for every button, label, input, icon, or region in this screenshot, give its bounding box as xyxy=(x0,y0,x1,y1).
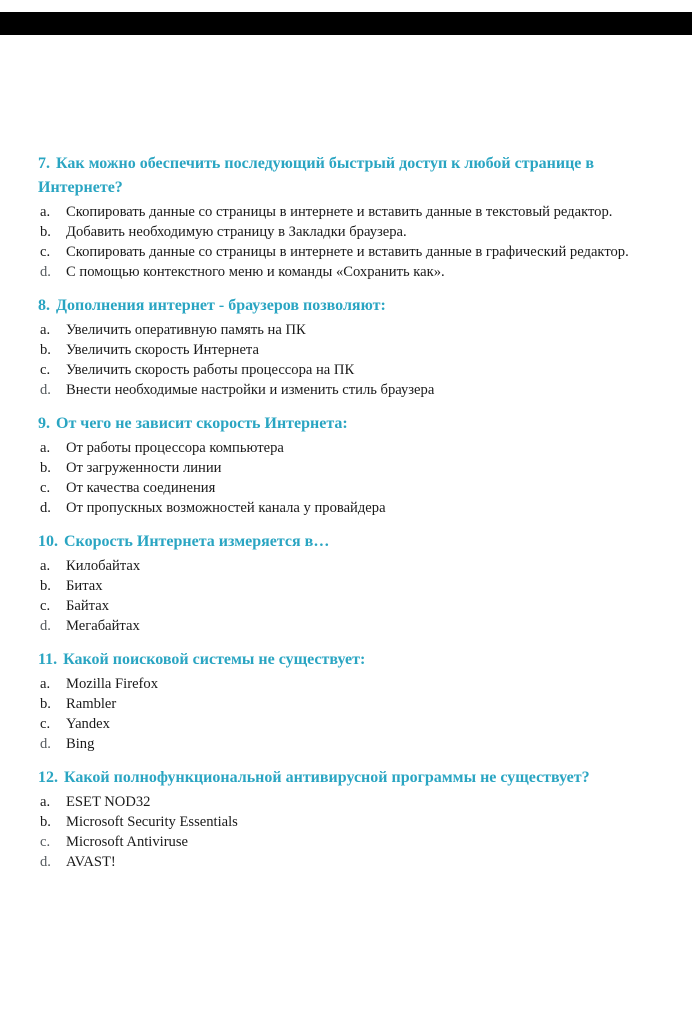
answer-option-d xyxy=(38,498,670,518)
question-8 xyxy=(38,294,670,400)
answer-letter: c. xyxy=(40,716,51,732)
question-text: Дополнения интернет - браузеров позволяют: xyxy=(56,297,386,314)
answer-option-d xyxy=(38,616,670,636)
question-number: 10. xyxy=(38,533,58,550)
question-title xyxy=(38,412,670,436)
answer-letter: a. xyxy=(40,322,51,338)
answer-text: Внести необходимые настройки и изменить стиль браузера xyxy=(66,382,435,398)
answer-letter: a. xyxy=(40,676,51,692)
question-12 xyxy=(38,766,670,872)
answer-text: Rambler xyxy=(66,696,117,712)
question-title xyxy=(38,152,670,200)
answer-text: От качества соединения xyxy=(66,480,216,496)
answer-option-b xyxy=(38,222,670,242)
answer-option-b xyxy=(38,458,670,478)
answer-option-a xyxy=(38,556,670,576)
answer-text: От пропускных возможностей канала у провайдера xyxy=(66,500,386,516)
answer-text: Увеличить скорость Интернета xyxy=(66,342,259,358)
answer-text: Yandex xyxy=(66,716,110,732)
answer-letter: b. xyxy=(40,696,51,712)
question-number: 7. xyxy=(38,155,50,172)
answer-letter: c. xyxy=(40,598,51,614)
answer-text: От работы процессора компьютера xyxy=(66,440,284,456)
question-text: Какой поисковой системы не существует: xyxy=(63,651,366,668)
question-text: Скорость Интернета измеряется в… xyxy=(64,533,330,550)
question-9 xyxy=(38,412,670,518)
answer-text: Байтах xyxy=(66,598,109,614)
answer-letter: a. xyxy=(40,440,51,456)
answer-text: Увеличить оперативную память на ПК xyxy=(66,322,306,338)
answer-text: Bing xyxy=(66,736,95,752)
answer-option-d xyxy=(38,734,670,754)
answer-text: Добавить необходимую страницу в Закладки браузера. xyxy=(66,224,407,240)
answer-text: AVAST! xyxy=(66,854,116,870)
answer-list xyxy=(38,438,670,518)
question-number: 12. xyxy=(38,769,58,786)
answer-option-a xyxy=(38,438,670,458)
answer-text: Microsoft Antiviruse xyxy=(66,834,189,850)
answer-option-d xyxy=(38,262,670,282)
question-title xyxy=(38,648,670,672)
answer-option-a xyxy=(38,792,670,812)
answer-option-b xyxy=(38,812,670,832)
answer-letter: d. xyxy=(40,618,51,634)
answer-option-c xyxy=(38,832,670,852)
answer-text: Килобайтах xyxy=(66,558,141,574)
question-10 xyxy=(38,530,670,636)
answer-letter: b. xyxy=(40,224,51,240)
answer-text: От загруженности линии xyxy=(66,460,222,476)
answer-letter: d. xyxy=(40,382,51,398)
question-text: От чего не зависит скорость Интернета: xyxy=(56,415,348,432)
question-title xyxy=(38,766,670,790)
answer-option-b xyxy=(38,340,670,360)
question-number: 11. xyxy=(38,651,58,668)
answer-letter: a. xyxy=(40,794,51,810)
answer-letter: d. xyxy=(40,500,51,516)
answer-letter: c. xyxy=(40,480,51,496)
question-number: 8. xyxy=(38,297,50,314)
answer-text: Мегабайтах xyxy=(66,618,140,634)
question-number: 9. xyxy=(38,415,50,432)
answer-letter: a. xyxy=(40,558,51,574)
answer-letter: d. xyxy=(40,264,51,280)
question-7 xyxy=(38,152,670,282)
answer-list xyxy=(38,202,670,282)
answer-text: Microsoft Security Essentials xyxy=(66,814,238,830)
answer-letter: c. xyxy=(40,834,51,850)
answer-text: С помощью контекстного меню и команды «Сохранить как». xyxy=(66,264,445,280)
answer-option-d xyxy=(38,852,670,872)
answer-option-a xyxy=(38,674,670,694)
answer-option-d xyxy=(38,380,670,400)
answer-option-b xyxy=(38,694,670,714)
answer-letter: d. xyxy=(40,854,51,870)
answer-text: Скопировать данные со страницы в интернете и вставить данные в текстовый редактор. xyxy=(66,204,613,220)
answer-letter: b. xyxy=(40,460,51,476)
answer-option-a xyxy=(38,320,670,340)
answer-option-c xyxy=(38,242,670,262)
answer-text: Увеличить скорость работы процессора на ПК xyxy=(66,362,355,378)
answer-list xyxy=(38,320,670,400)
answer-letter: b. xyxy=(40,342,51,358)
answer-option-b xyxy=(38,576,670,596)
answer-letter: a. xyxy=(40,204,51,220)
question-11 xyxy=(38,648,670,754)
answer-text: ESET NOD32 xyxy=(66,794,151,810)
question-text: Как можно обеспечить последующий быстрый доступ к любой странице в Интернете? xyxy=(38,155,595,196)
answer-list xyxy=(38,556,670,636)
answer-list xyxy=(38,674,670,754)
question-title xyxy=(38,530,670,554)
answer-option-c xyxy=(38,596,670,616)
answer-letter: b. xyxy=(40,578,51,594)
answer-option-a xyxy=(38,202,670,222)
answer-option-c xyxy=(38,714,670,734)
answer-text: Mozilla Firefox xyxy=(66,676,159,692)
answer-text: Битах xyxy=(66,578,103,594)
answer-letter: c. xyxy=(40,244,51,260)
answer-text: Скопировать данные со страницы в интернете и вставить данные в графический редактор. xyxy=(66,244,629,260)
answer-letter: c. xyxy=(40,362,51,378)
answer-letter: d. xyxy=(40,736,51,752)
quiz-content xyxy=(38,152,670,872)
answer-list xyxy=(38,792,670,872)
question-title xyxy=(38,294,670,318)
answer-option-c xyxy=(38,360,670,380)
question-text: Какой полнофункциональной антивирусной программы не существует? xyxy=(64,769,590,786)
top-black-bar xyxy=(0,12,692,35)
answer-letter: b. xyxy=(40,814,51,830)
answer-option-c xyxy=(38,478,670,498)
